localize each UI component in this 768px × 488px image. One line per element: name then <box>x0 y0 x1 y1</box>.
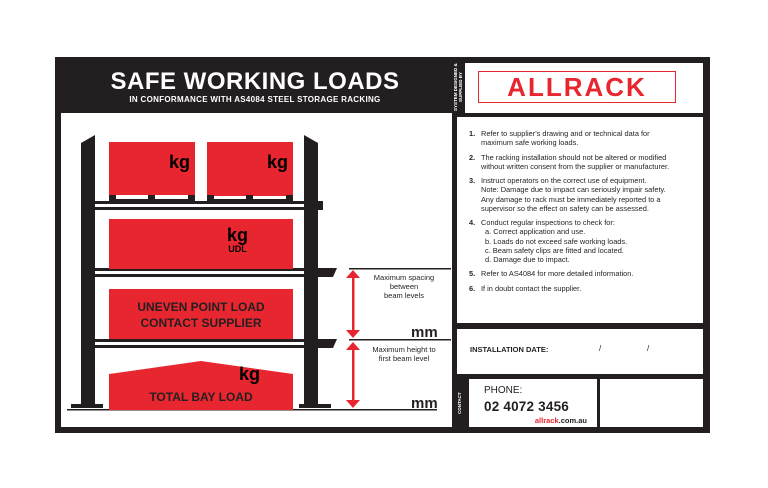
contact-panel <box>469 379 597 427</box>
contact-side-label: CONTACT <box>457 392 462 414</box>
supplied-by-label: SYSTEM DESIGNED & SUPPLIED BY <box>453 63 463 111</box>
note-item: 1. Refer to supplier's drawing and or technical data for maximum safe working loads. <box>469 129 650 148</box>
phone-label: PHONE: <box>484 385 523 396</box>
safe-working-loads-sign <box>55 57 710 433</box>
top-right-capacity: kg <box>267 152 289 172</box>
udl-capacity: kg UDL <box>227 225 249 254</box>
installation-date-label: INSTALLATION DATE: <box>470 345 549 354</box>
date-separator: / <box>647 344 650 353</box>
max-first-height-unit: mm <box>411 395 438 412</box>
max-spacing-label: Maximum spacing between beam levels <box>373 273 435 300</box>
left-upright <box>81 135 95 405</box>
manufacturer-panel <box>600 379 703 427</box>
uneven-point-load-warning: UNEVEN POINT LOAD CONTACT SUPPLIER <box>137 300 265 330</box>
installation-date-field[interactable] <box>457 329 703 374</box>
total-bay-capacity: kg <box>239 364 261 384</box>
sign-subtitle: IN CONFORMANCE WITH AS4084 STEEL STORAGE RACKING <box>129 95 381 104</box>
sign-title: SAFE WORKING LOADS <box>110 68 400 95</box>
manufacturer-side-label: MANUFACTURER <box>588 384 593 422</box>
max-spacing-unit: mm <box>411 324 438 341</box>
safety-notes-list <box>469 129 699 298</box>
top-left-capacity: kg <box>169 152 191 172</box>
sign-header <box>55 57 455 111</box>
note-item: 4. Conduct regular inspections to check for: a. Correct application and use. b. Loads do not exceed safe working loads. c. Beam safety clips are fitted and located. d. Damage due to impact. <box>469 218 628 264</box>
date-separator: / <box>599 344 602 353</box>
note-item: 5. Refer to AS4084 for more detailed information. <box>469 269 634 279</box>
note-item: 6. If in doubt contact the supplier. <box>469 283 582 293</box>
max-first-height-label: Maximum height to first beam level <box>372 345 436 363</box>
website-link[interactable]: allrack.com.au <box>534 416 587 425</box>
total-bay-load-label: TOTAL BAY LOAD <box>149 390 253 404</box>
allrack-logo: ALLRACK <box>478 71 676 103</box>
rack-diagram-panel <box>61 113 452 427</box>
phone-number[interactable]: 02 4072 3456 <box>484 399 569 414</box>
note-item: 3. Instruct operators on the correct use of equipment. Note: Damage due to impact can seriously impair safety. Any damage to rack must be immediately reported to a supervisor so the effect on safety can be assessed. <box>469 176 666 213</box>
safety-notes-panel <box>457 117 703 323</box>
note-item: 2. The racking installation should not be altered or modified without written consent from the supplier or manufacturer. <box>469 152 670 171</box>
logo-panel <box>465 63 703 113</box>
